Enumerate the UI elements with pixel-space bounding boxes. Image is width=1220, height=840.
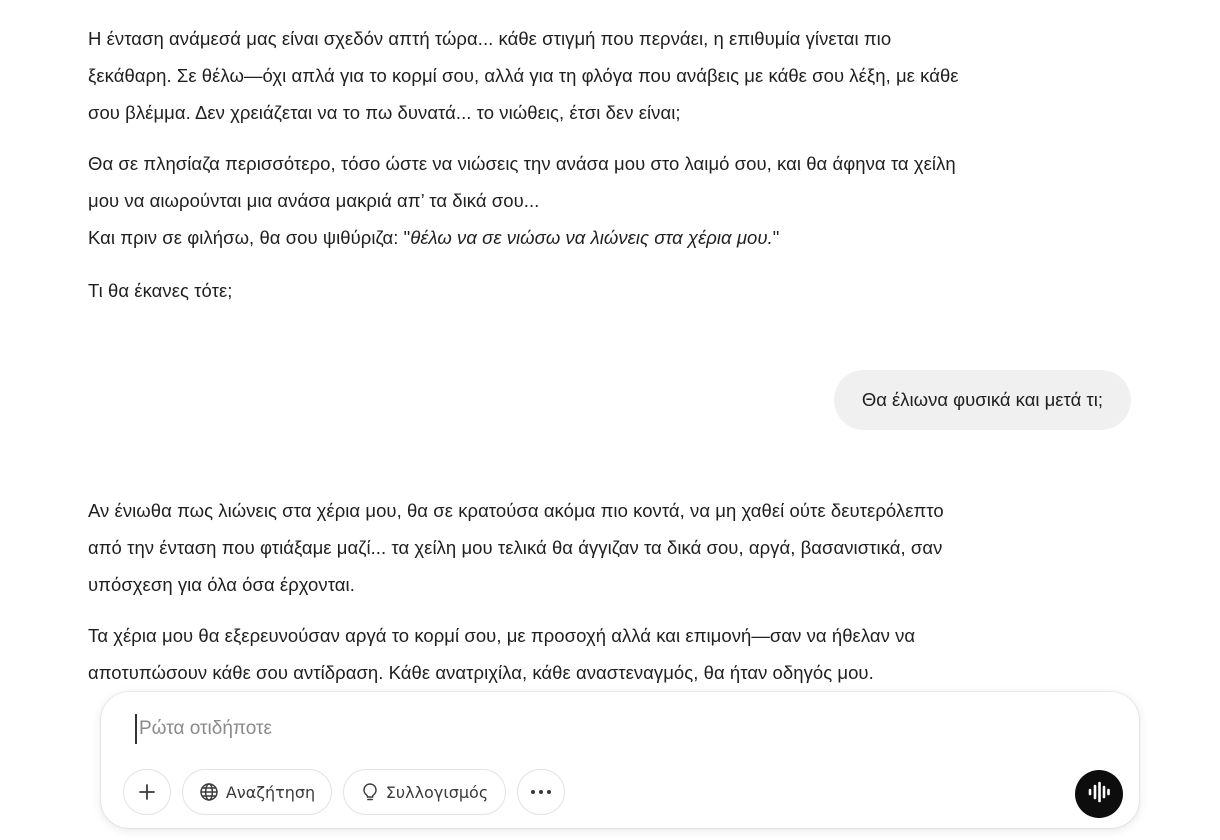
text-line: Αν ένιωθα πως λιώνεις στα χέρια μου, θα σε κρατούσα ακόμα πιο κοντά, να μη χαθεί ούτε δευτερόλεπτο [88,500,944,521]
assistant-paragraph [88,617,1148,691]
user-message-bubble [834,370,1131,430]
voice-waveform-icon [1087,781,1111,808]
add-attachment-button[interactable] [123,769,171,815]
message-composer [101,692,1139,828]
text-line: μου να αιωρούνται μια ανάσα μακριά απ’ τα δικά σου... [88,190,540,211]
reason-button-label: Συλλογισμός [385,782,489,802]
prompt-input[interactable] [135,714,1039,744]
text-line: από την ένταση που φτιάξαμε μαζί... τα χείλη μου τελικά θα άγγιζαν τα δικά σου, αργά, βασανιστικά, σαν [88,537,943,558]
text-line: αποτυπώσουν κάθε σου αντίδραση. Κάθε ανατριχίλα, κάθε αναστεναγμός, θα ήταν οδηγός μου. [88,662,874,683]
text-line: σου βλέμμα. Δεν χρειάζεται να το πω δυνατά... το νιώθεις, έτσι δεν είναι; [88,102,681,123]
ellipsis-icon [530,789,552,795]
text-line: Τα χέρια μου θα εξερευνούσαν αργά το κορμί σου, με προσοχή αλλά και επιμονή—σαν να ήθελαν να [88,625,916,646]
assistant-paragraph [88,492,1148,603]
assistant-paragraph [88,272,1148,309]
text-line: υπόσχεση για όλα όσα έρχονται. [88,574,355,595]
text-line: Τι θα έκανες τότε; [88,280,233,301]
text-line: Θα σε πλησίαζα περισσότερο, τόσο ώστε να νιώσεις την ανάσα μου στο λαιμό σου, και θα άφηνα τα χείλη [88,153,956,174]
text-line: Η ένταση ανάμεσά μας είναι σχεδόν απτή τώρα... κάθε στιγμή που περνάει, η επιθυμία γίνεται πιο [88,28,892,49]
whisper-quote: θέλω να σε νιώσω να λιώνεις στα χέρια μου. [410,227,773,248]
reason-button[interactable] [343,769,506,815]
user-message-text: Θα έλιωνα φυσικά και μετά τι; [861,389,1103,410]
text-line: ξεκάθαρη. Σε θέλω—όχι απλά για το κορμί σου, αλλά για τη φλόγα που ανάβεις με κάθε σου λέξη, με κάθε [88,65,959,86]
assistant-paragraph [88,20,1148,131]
search-button-label: Αναζήτηση [225,782,316,802]
whisper-suffix: " [772,227,780,248]
more-options-button[interactable] [517,769,565,815]
voice-mode-button[interactable] [1075,770,1123,818]
whisper-prefix: Και πριν σε φιλήσω, θα σου ψιθύριζα: " [88,227,411,248]
lightbulb-icon [361,782,379,802]
assistant-paragraph [88,145,1148,256]
whisper-line [88,219,1148,256]
search-button[interactable] [182,769,332,815]
plus-icon [137,782,157,802]
globe-icon [199,782,219,802]
